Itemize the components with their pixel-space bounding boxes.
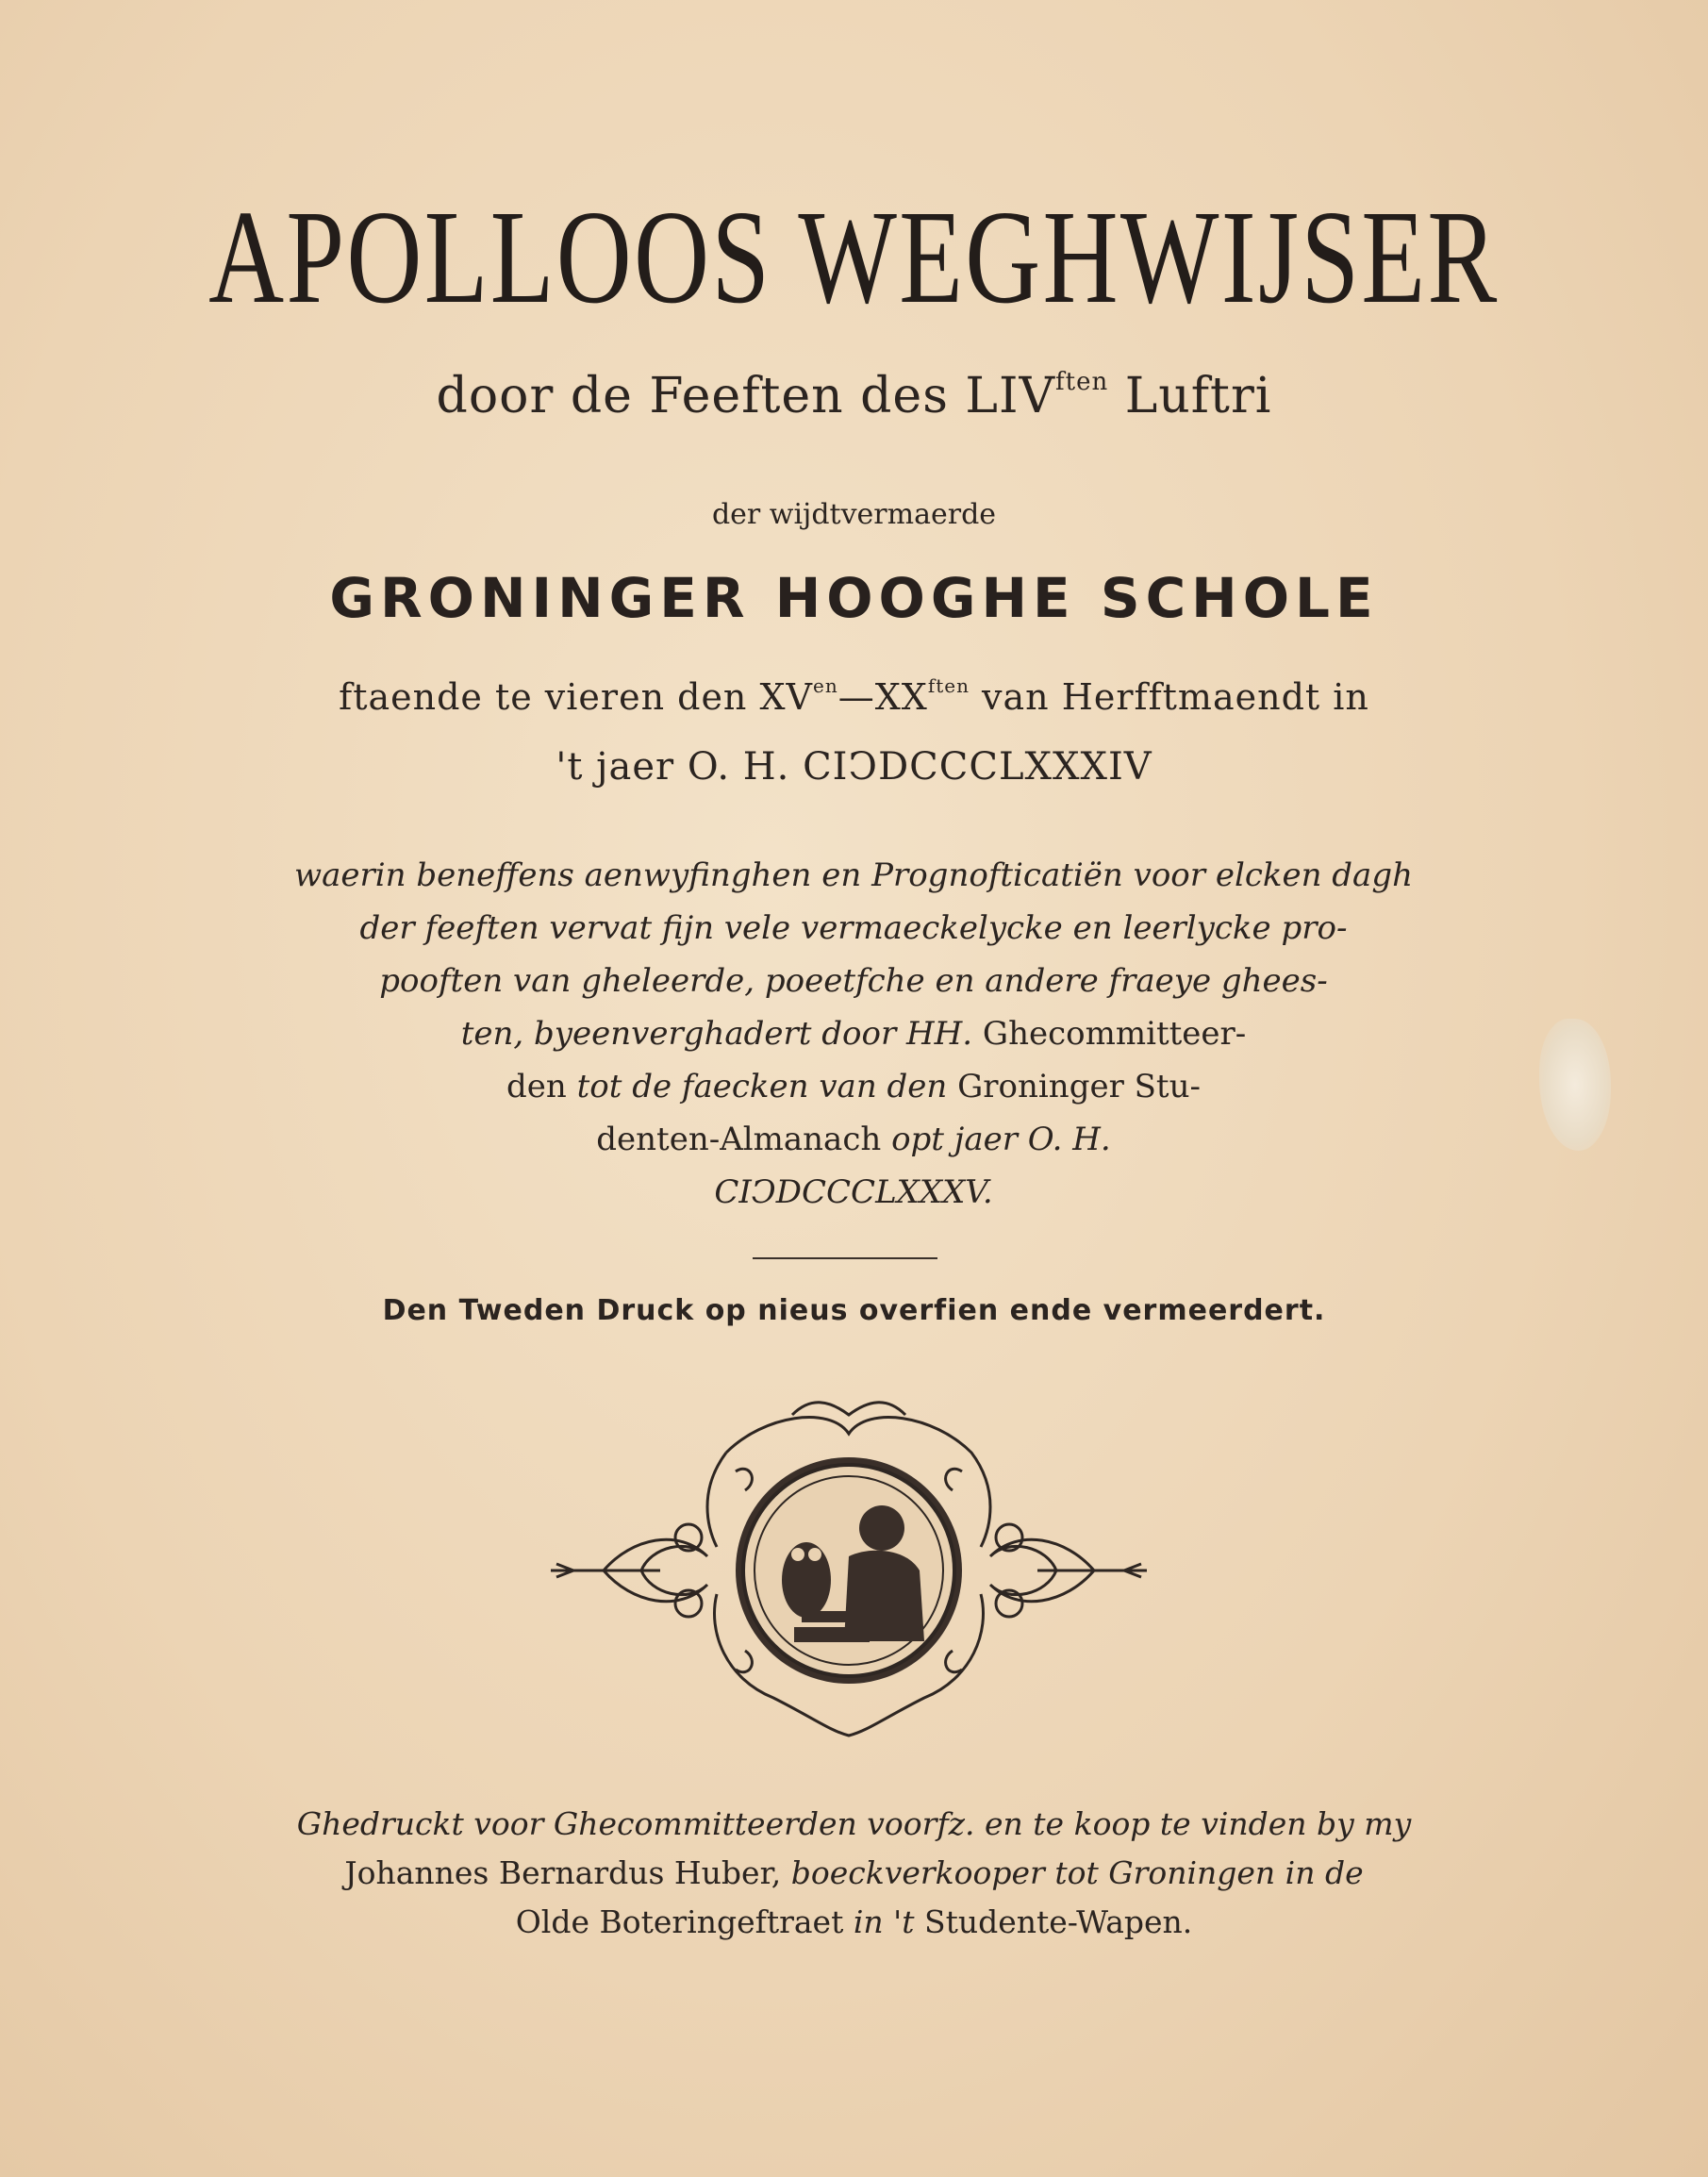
description-line bbox=[226, 1007, 1481, 1060]
description-text: tot de faecken van den bbox=[566, 1068, 948, 1105]
description-text: opt jaer O. H. bbox=[881, 1121, 1111, 1158]
description-text: Groninger Stu- bbox=[947, 1068, 1201, 1105]
subtitle-text-a: door de Feeften des LIV bbox=[436, 368, 1056, 424]
edition-note: Den Tweden Druck op nieus overfien ende vermeerdert. bbox=[382, 1294, 1326, 1327]
dates-text-a: ftaende te vieren den XV bbox=[339, 676, 813, 718]
dates-sup-2: ften bbox=[927, 674, 970, 697]
divider-rule bbox=[753, 1257, 937, 1259]
description-text: pooften van gheleerde, poeetfche en andere fraeye ghees- bbox=[379, 962, 1328, 1000]
subtitle bbox=[0, 368, 1708, 424]
description-text: der feeften vervat fijn vele vermaeckelycke en leerlycke pro- bbox=[359, 909, 1348, 947]
imprint-line bbox=[236, 1849, 1472, 1898]
description-text: waerin beneffens aenwyfinghen en Prognofticatiën voor elcken dagh bbox=[294, 856, 1413, 894]
description-text: den bbox=[506, 1068, 567, 1105]
description-text: Ghecommitteer- bbox=[972, 1015, 1247, 1053]
description-line bbox=[226, 849, 1481, 902]
description-line bbox=[226, 955, 1481, 1007]
description-text: denten-Almanach bbox=[596, 1121, 882, 1158]
paper-stain bbox=[1539, 1019, 1611, 1151]
dates-sup-1: en bbox=[812, 674, 838, 697]
subtitle-superscript: ften bbox=[1055, 368, 1109, 396]
imprint-text: boeckverkooper tot Groningen in de bbox=[781, 1854, 1364, 1891]
der-line: der wijdtvermaerde bbox=[711, 498, 997, 531]
imprint-text: Johannes Bernardus Huber, bbox=[344, 1854, 782, 1891]
dates-text-c: van Herfftmaendt in bbox=[969, 676, 1369, 718]
imprint-text: Studente-Wapen. bbox=[914, 1903, 1193, 1940]
imprint-line bbox=[236, 1800, 1472, 1849]
description-text: CIↃDCCCLXXXV. bbox=[714, 1173, 993, 1211]
dates-line bbox=[0, 674, 1708, 718]
book-title: APOLLOOS WEGHWIJSER bbox=[208, 182, 1500, 331]
dates-text-b: —XX bbox=[837, 676, 928, 718]
description-line bbox=[226, 1166, 1481, 1219]
description-line bbox=[226, 1060, 1481, 1113]
description-block bbox=[226, 849, 1481, 1219]
description-line bbox=[226, 902, 1481, 955]
imprint-text: Olde Boteringeftraet bbox=[515, 1903, 844, 1940]
description-text: ten, byeenverghadert door HH. bbox=[460, 1015, 973, 1053]
year-line: 't jaer O. H. CIↃDCCCLXXXIV bbox=[556, 745, 1152, 789]
imprint-block bbox=[236, 1800, 1472, 1947]
school-name: GRONINGER HOOGHE SCHOLE bbox=[329, 566, 1379, 630]
printer-device-emblem-icon bbox=[547, 1396, 1151, 1745]
imprint-line bbox=[236, 1898, 1472, 1947]
imprint-text: in 't bbox=[843, 1903, 915, 1940]
description-line bbox=[226, 1113, 1481, 1166]
imprint-text: Ghedruckt voor Ghecommitteerden voorfz. en te koop te vinden by my bbox=[296, 1805, 1412, 1842]
subtitle-text-b: Luftri bbox=[1108, 368, 1272, 424]
